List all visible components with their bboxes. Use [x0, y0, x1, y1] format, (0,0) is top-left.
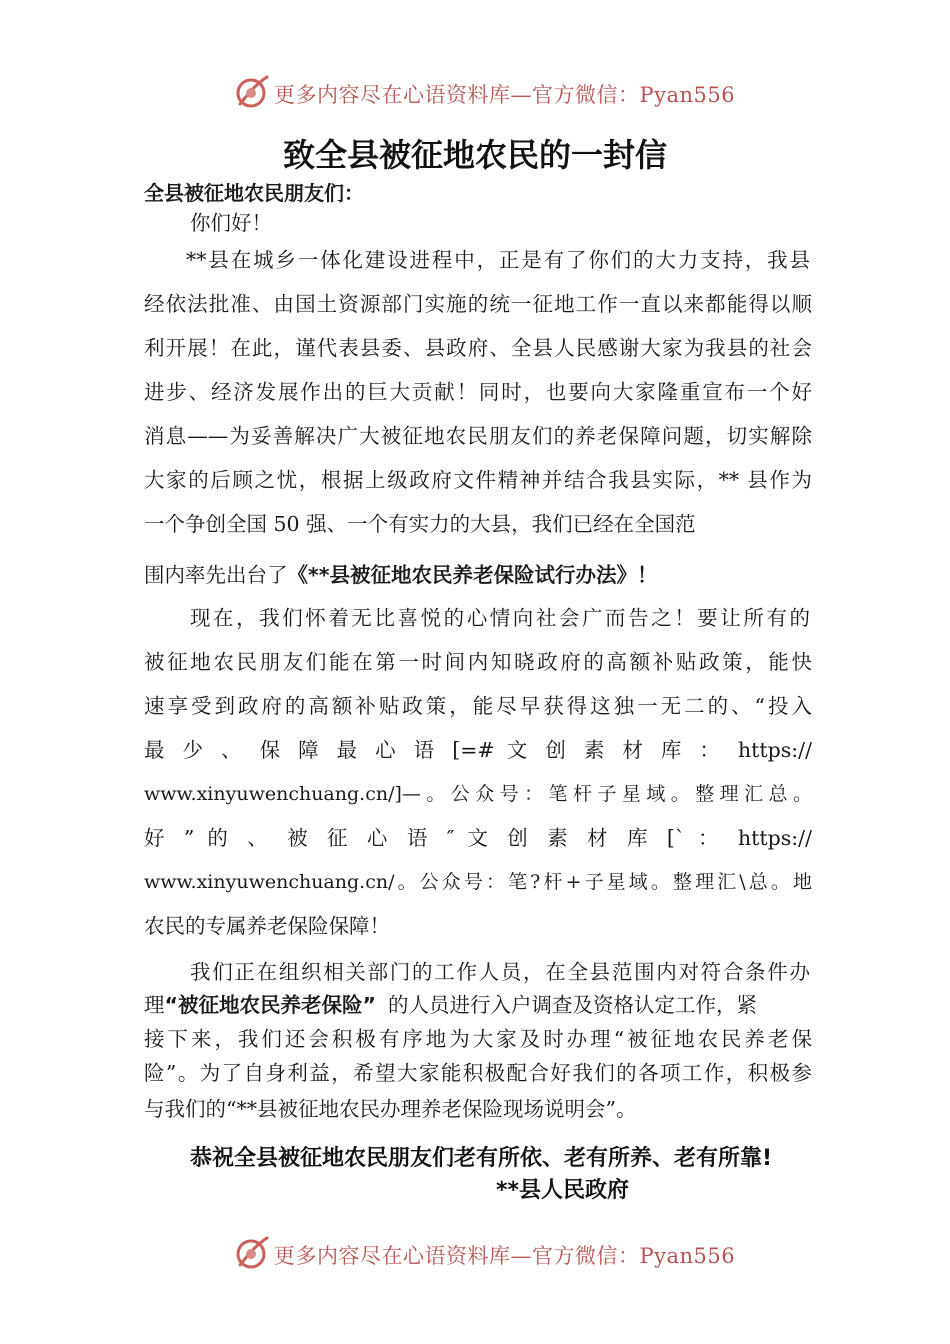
brush-logo-icon	[234, 74, 270, 110]
paragraph-1-last-line	[144, 560, 812, 590]
insurance-name: “被征地农民养老保险”	[164, 993, 376, 1017]
footer-banner-text: 更多内容尽在心语资料库—官方微信：Pyan556	[274, 1244, 736, 1268]
paragraph-1-line: 利开展！在此，谨代表县委、县政府、全县人民感谢大家为我县的社会	[144, 336, 812, 360]
paragraph-2-line: 速享受到政府的高额补贴政策，能尽早获得这独一无二的、“投入	[144, 694, 812, 718]
paragraph-3-line	[144, 990, 812, 1020]
paragraph-1-line: 一个争创全国 50 强、一个有实力的大县，我们已经在全国范	[144, 512, 696, 536]
paragraph-2-line: 最 少 、 保 障 最 心 语 [=# 文 创 素 材 库 ： https://	[144, 738, 812, 762]
header-banner	[234, 74, 754, 114]
paragraph-2-line: www.xinyuwenchuang.cn/。公众号：笔?杆+子星域。整理汇\总。地	[144, 871, 812, 893]
paragraph-2-line: 好 ” 的 、 被 征 心 语 ″ 文 创 素 材 库 [` ： https://	[144, 826, 812, 850]
paragraph-1-line: 进步、经济发展作出的巨大贡献！同时，也要向大家隆重宣布一个好	[144, 380, 812, 404]
letter-title: 致全县被征地农民的一封信	[282, 136, 667, 174]
paragraph-2-line: 农民的专属养老保险保障！	[144, 914, 390, 938]
paragraph-2-line: www.xinyuwenchuang.cn/]—。公众号：笔杆子星域。整理汇总。	[144, 783, 812, 805]
header-banner-text: 更多内容尽在心语资料库—官方微信：Pyan556	[274, 83, 736, 107]
paragraph-1-line: 经依法批准、由国土资源部门实施的统一征地工作一直以来都能得以顺	[144, 292, 812, 316]
paragraph-3-suffix: 的人员进行入户调查及资格认定工作，紧	[387, 993, 757, 1017]
paragraph-3-line: 险”。为了自身利益，希望大家能积极配合好我们的各项工作，积极参	[144, 1061, 812, 1085]
paragraph-1-line: **县在城乡一体化建设进程中，正是有了你们的大力支持，我县	[186, 248, 810, 272]
paragraph-3-line: 接下来，我们还会积极有序地为大家及时办理“被征地农民养老保	[144, 1027, 812, 1051]
footer-banner	[234, 1235, 754, 1275]
greeting: 你们好！	[190, 211, 272, 235]
paragraph-2-line: 被征地农民朋友们能在第一时间内知晓政府的高额补贴政策，能快	[144, 650, 812, 674]
signature: **县人民政府	[496, 1178, 630, 1203]
paragraph-1-line: 消息——为妥善解决广大被征地农民朋友们的养老保障问题，切实解除	[144, 424, 812, 448]
paragraph-3-line: 我们正在组织相关部门的工作人员，在全县范围内对符合条件办	[190, 960, 810, 984]
paragraph-1-last-prefix: 围内率先出台了	[144, 563, 288, 587]
paragraph-2-line: 现在，我们怀着无比喜悦的心情向社会广而告之！要让所有的	[190, 606, 810, 630]
paragraph-1-line: 大家的后顾之忧，根据上级政府文件精神并结合我县实际，** 县作为	[144, 468, 812, 492]
regulation-title: 《**县被征地农民养老保险试行办法》！	[287, 563, 658, 587]
closing-wish: 恭祝全县被征地农民朋友们老有所依、老有所养、老有所靠!	[190, 1146, 773, 1171]
paragraph-3-line: 与我们的“**县被征地农民办理养老保险现场说明会”。	[144, 1097, 637, 1121]
salutation: 全县被征地农民朋友们：	[144, 181, 364, 205]
paragraph-3-prefix: 理	[144, 993, 165, 1017]
brush-logo-icon	[234, 1235, 270, 1271]
